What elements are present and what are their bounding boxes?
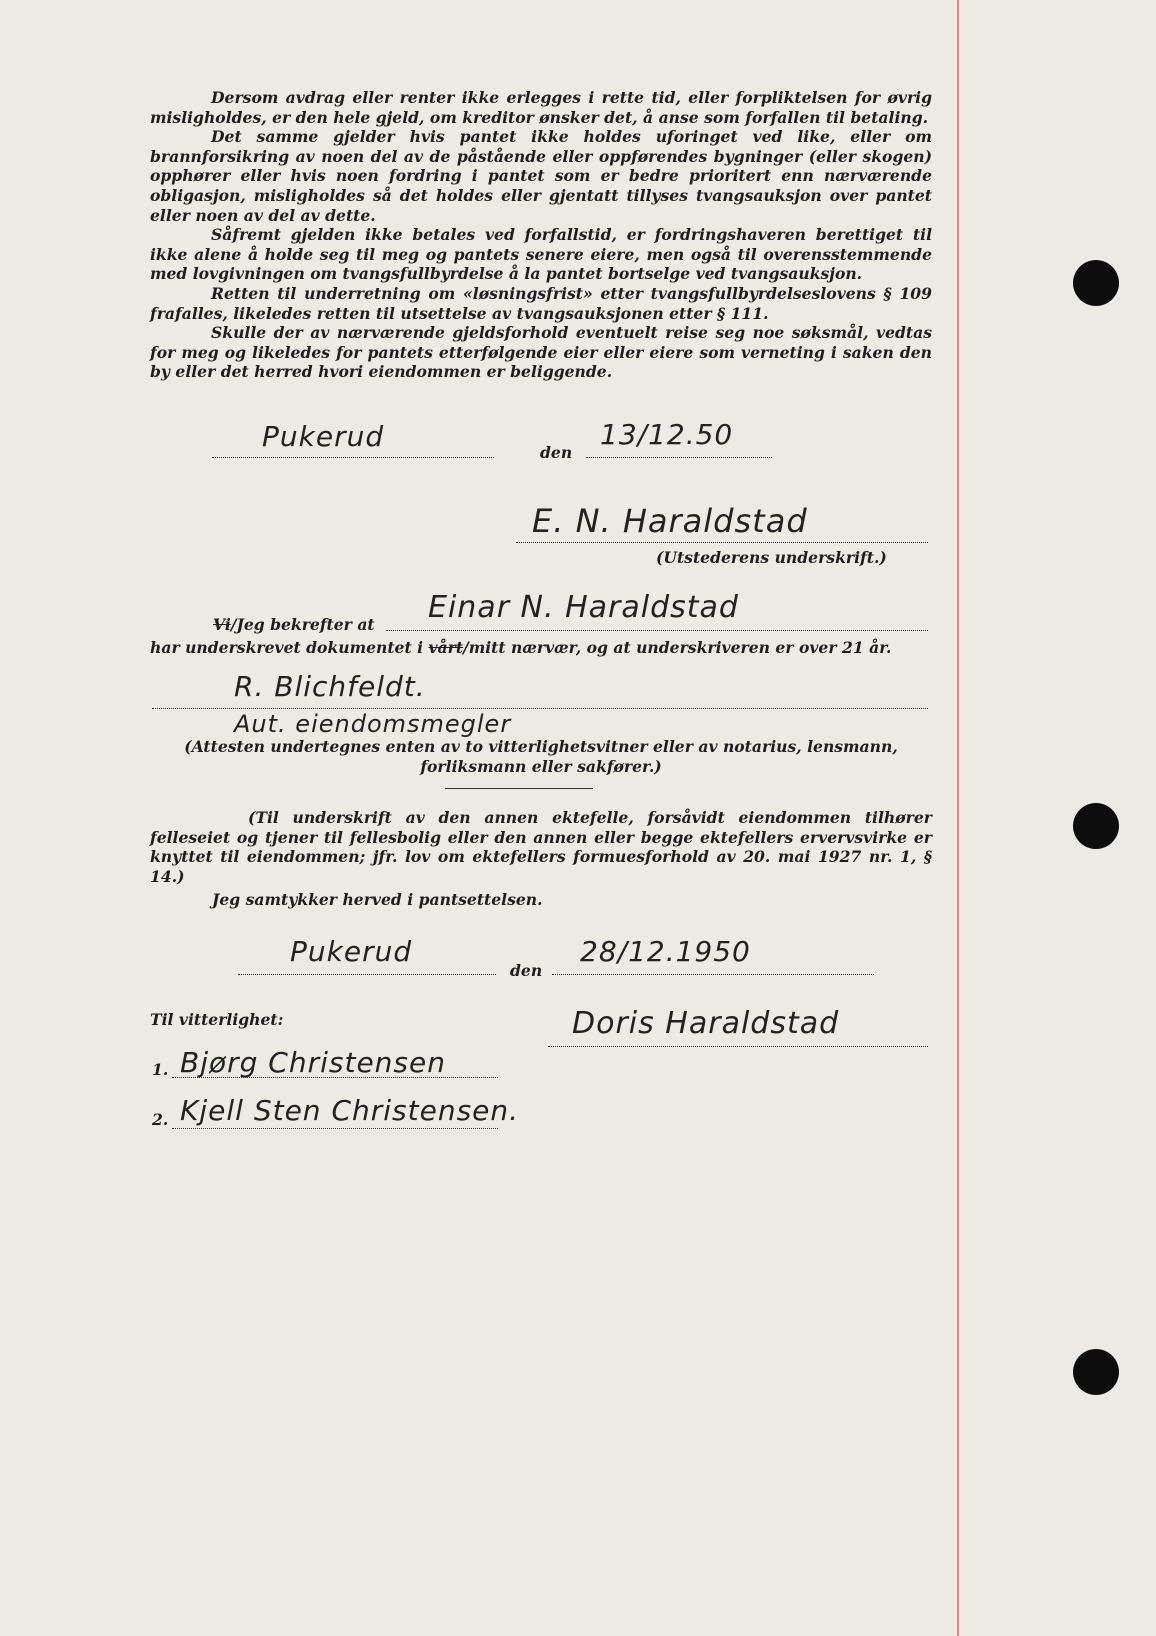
punch-hole-bottom (1073, 1349, 1119, 1395)
witness-2-signature: Kjell Sten Christensen. (180, 1094, 520, 1127)
witness-1-number: 1. (152, 1060, 169, 1079)
issue-date-handwriting: 13/12.50 (600, 418, 734, 451)
section-divider (445, 788, 593, 789)
confirmation-line-1 (213, 615, 375, 634)
issuer-signature-caption: (Utstederens underskrift.) (656, 548, 887, 567)
witness-2-line (172, 1128, 498, 1129)
punch-hole-middle (1073, 803, 1119, 849)
confirmation-prefix: /Jeg bekrefter at (230, 615, 375, 634)
terms-paragraph: Skulle der av nærværende gjeldsforhold eventuelt reise seg noe søksmål, vedtas for meg og likeledes for pantets etterfølgende eier eller eiere som verneting i saken den by eller det herred hvori eiendommen er beliggende. (150, 323, 932, 382)
confirmation-text-b: /mitt nærvær, og at underskriveren er over 21 år. (463, 638, 892, 657)
attest-note (150, 737, 932, 776)
attesting-witness-title: Aut. eiendomsmegler (234, 710, 512, 738)
spouse-date-handwriting: 28/12.1950 (580, 935, 751, 968)
terms-paragraph: Det samme gjelder hvis pantet ikke holdes uforinget ved like, eller om brannforsikring av noen del av de påstående eller oppførendes bygninger (eller skogen) opphører eller hvis noen fordring i pantet som er bedre prioritert enn nærværende obligasjon, misligholdes så det holdes eller gjentatt tillyses tvangsauksjon over pantet eller noen av del av dette. (150, 127, 932, 225)
issue-den-label: den (540, 443, 573, 462)
issuer-signature-line (516, 542, 928, 543)
spouse-date-line (552, 974, 874, 975)
margin-rule (957, 0, 959, 1636)
attesting-witness-line (152, 708, 928, 709)
confirmation-line-2 (150, 638, 891, 657)
spouse-note-text: (Til underskrift av den annen ektefelle, forsåvidt eiendommen tilhører felleseiet og tjener til fellesbolig eller den annen eller begge ektefellers ervervsvirke er knyttet til eiendommen; jfr. lov om ektefellers formuesforhold av 20. mai 1927 nr. 1, § 14.) (150, 808, 932, 886)
witness-1-signature: Bjørg Christensen (180, 1046, 446, 1079)
attest-note-text: (Attesten undertegnes enten av to vitterlighetsvitner eller av notarius, lensmann, forliksmann eller sakfører.) (184, 737, 898, 776)
spouse-place-handwriting: Pukerud (290, 935, 413, 968)
punch-hole-top (1073, 260, 1119, 306)
witness-2-number: 2. (152, 1110, 169, 1129)
issuer-signature: E. N. Haraldstad (532, 502, 808, 540)
spouse-note (150, 808, 932, 886)
issue-place-line (212, 457, 494, 458)
terms-paragraph: Retten til underretning om «løsningsfrist» etter tvangsfullbyrdelseslovens § 109 frafalles, likeledes retten til utsettelse av tvangsauksjonen etter § 111. (150, 283, 932, 323)
spouse-signature: Doris Haraldstad (572, 1006, 840, 1041)
spouse-place-line (238, 974, 496, 975)
consent-text: Jeg samtykker herved i pantsettelsen. (212, 890, 543, 909)
confirmed-name-line (386, 630, 928, 631)
attesting-witness-signature: R. Blichfeldt. (234, 670, 426, 703)
issue-date-line (586, 457, 772, 458)
confirmation-text-a: har underskrevet dokumentet i (150, 638, 429, 657)
struck-vart: vårt (428, 638, 464, 657)
issue-place-handwriting: Pukerud (262, 420, 385, 453)
terms-text (150, 88, 932, 382)
spouse-signature-line (548, 1046, 928, 1047)
terms-paragraph: Dersom avdrag eller renter ikke erlegges i rette tid, eller forpliktelsen for øvrig misligholdes, er den hele gjeld, om kreditor ønsker det, å anse som forfallen til betaling. (150, 88, 932, 127)
struck-vi: Vi (213, 615, 231, 634)
witnesses-label: Til vitterlighet: (150, 1010, 284, 1029)
confirmed-name-handwriting: Einar N. Haraldstad (428, 590, 739, 625)
spouse-den-label: den (510, 961, 543, 980)
terms-paragraph: Såfremt gjelden ikke betales ved forfallstid, er fordringshaveren berettiget til ikke alene å holde seg til meg og pantets senere eiere, men også til overensstemmende med lovgivningen om tvangsfullbyrdelse å la pantet bortselge ved tvangsauksjon. (150, 225, 932, 284)
witness-1-line (172, 1077, 498, 1078)
